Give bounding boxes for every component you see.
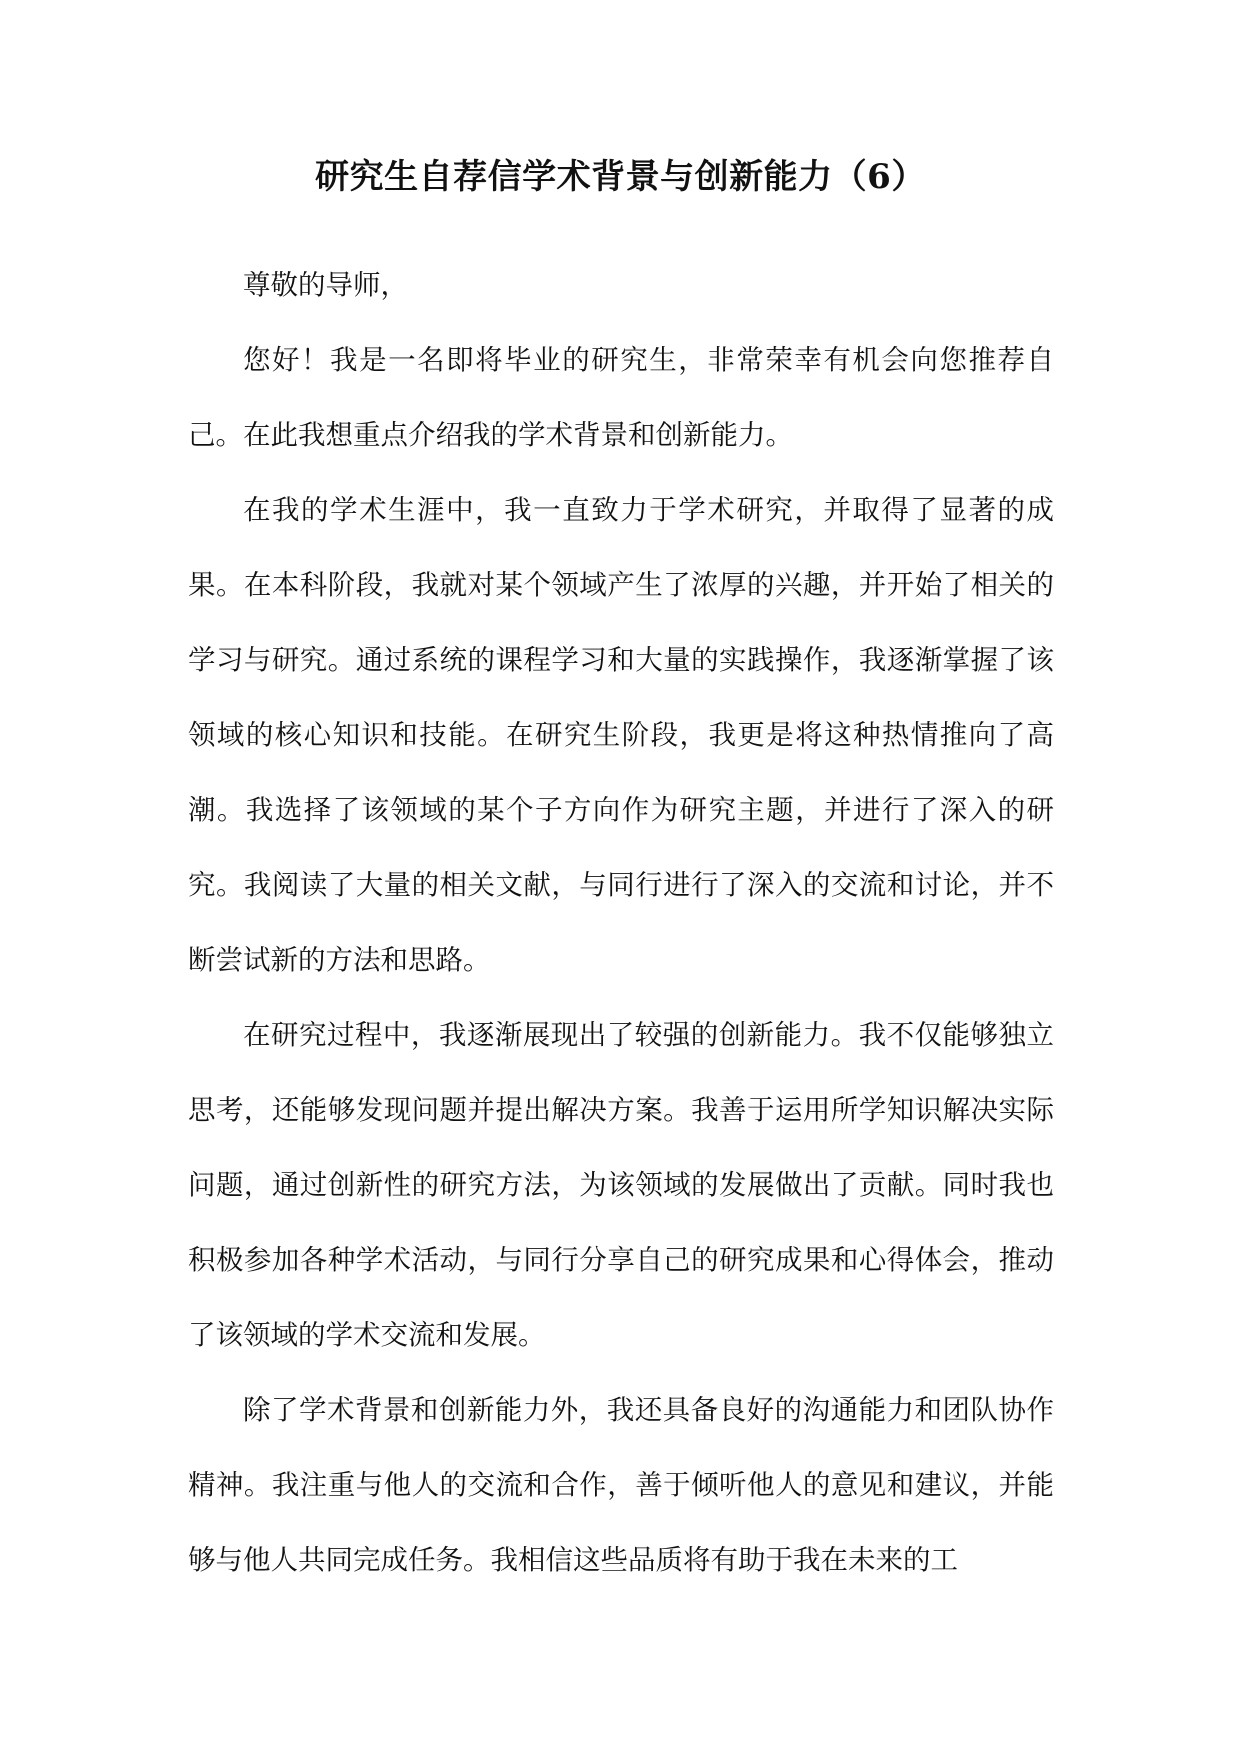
paragraph-greeting: 您好！我是一名即将毕业的研究生，非常荣幸有机会向您推荐自己。在此我想重点介绍我的学术背景和创新能力。 (188, 344, 1054, 451)
salutation: 尊敬的导师， (243, 269, 408, 301)
paragraph-innovation-ability: 在研究过程中，我逐渐展现出了较强的创新能力。我不仅能够独立思考，还能够发现问题并提出解决方案。我善于运用所学知识解决实际问题，通过创新性的研究方法，为该领域的发展做出了贡献。同时我也积极参加各种学术活动，与同行分享自己的研究成果和心得体会，推动了该领域的学术交流和发展。 (188, 1019, 1054, 1351)
document-body (188, 248, 1054, 1598)
paragraph-teamwork: 除了学术背景和创新能力外，我还具备良好的沟通能力和团队协作精神。我注重与他人的交流和合作，善于倾听他人的意见和建议，并能够与他人共同完成任务。我相信这些品质将有助于我在未来的工 (188, 1394, 1054, 1576)
document-title: 研究生自荐信学术背景与创新能力（6） (315, 157, 926, 197)
paragraph-academic-background: 在我的学术生涯中，我一直致力于学术研究，并取得了显著的成果。在本科阶段，我就对某个领域产生了浓厚的兴趣，并开始了相关的学习与研究。通过系统的课程学习和大量的实践操作，我逐渐掌握了该领域的核心知识和技能。在研究生阶段，我更是将这种热情推向了高潮。我选择了该领域的某个子方向作为研究主题，并进行了深入的研究。我阅读了大量的相关文献，与同行进行了深入的交流和讨论，并不断尝试新的方法和思路。 (188, 494, 1054, 976)
